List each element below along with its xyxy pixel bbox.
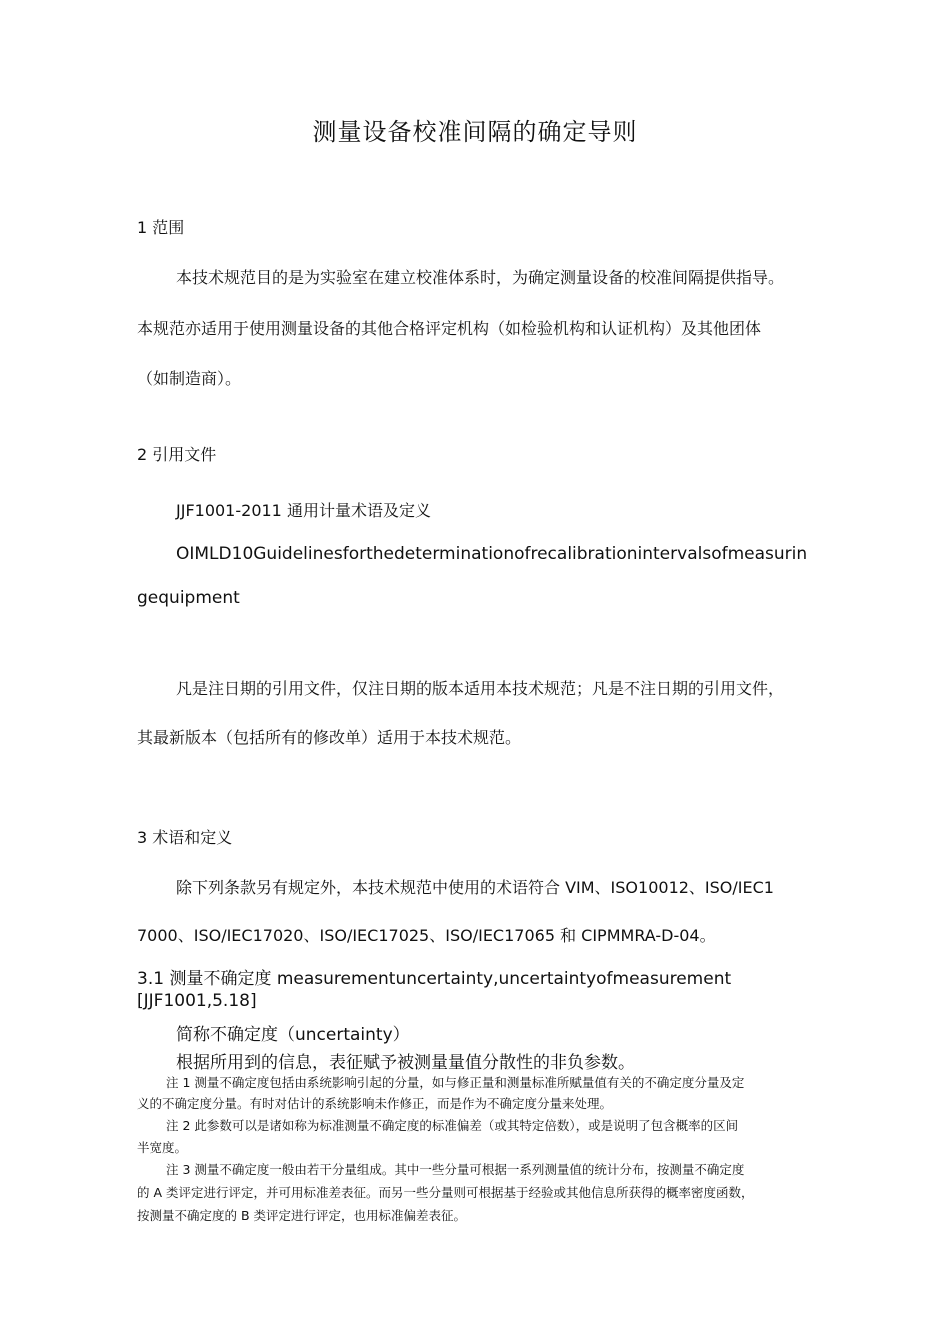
section-3-paragraph-line-2: 7000、ISO/IEC17020、ISO/IEC17025、ISO/IEC17065 和 CIPMMRA-D-04。 <box>137 926 716 945</box>
section-2-paragraph-line-1: 凡是注日期的引用文件，仅注日期的版本适用本技术规范；凡是不注日期的引用文件， <box>176 679 785 698</box>
page-title: 测量设备校准间隔的确定导则 <box>312 118 638 146</box>
note-1-line-1: 注 1 测量不确定度包括由系统影响引起的分量，如与修正量和测量标准所赋量值有关的不确定度分量及定 <box>166 1075 745 1090</box>
term-3-1-heading: 3.1 测量不确定度 measurementuncertainty,uncertaintyofmeasurement <box>137 969 732 989</box>
term-3-1-short-name: 简称不确定度（uncertainty） <box>176 1025 410 1045</box>
section-3-paragraph-line-1: 除下列条款另有规定外，本技术规范中使用的术语符合 VIM、ISO10012、ISO/IEC1 <box>176 878 774 897</box>
note-2-line-2: 半宽度。 <box>137 1140 188 1155</box>
section-3-heading: 3 术语和定义 <box>137 828 233 847</box>
reference-jjf1001: JJF1001-2011 通用计量术语及定义 <box>176 501 431 520</box>
term-3-1-reference: [JJF1001,5.18] <box>137 991 257 1011</box>
term-3-1-definition: 根据所用到的信息，表征赋予被测量量值分散性的非负参数。 <box>176 1053 635 1073</box>
note-3-line-2: 的 A 类评定进行评定，并可用标准差表征。而另一些分量则可根据基于经验或其他信息所获得的概率密度函数， <box>137 1185 754 1200</box>
reference-oiml-d10-line-1: OIMLD10Guidelinesforthedeterminationofrecalibrationintervalsofmeasurin <box>176 544 808 564</box>
section-1-paragraph-line-2: 本规范亦适用于使用测量设备的其他合格评定机构（如检验机构和认证机构）及其他团体 <box>137 319 762 338</box>
section-2-heading: 2 引用文件 <box>137 445 217 464</box>
section-1-heading: 1 范围 <box>137 218 185 237</box>
section-1-paragraph-line-1: 本技术规范目的是为实验室在建立校准体系时，为确定测量设备的校准间隔提供指导。 <box>176 268 785 287</box>
section-1-paragraph-line-3: （如制造商）。 <box>137 369 242 388</box>
note-1-line-2: 义的不确定度分量。有时对估计的系统影响未作修正，而是作为不确定度分量来处理。 <box>137 1096 613 1111</box>
note-3-line-3: 按测量不确定度的 B 类评定进行评定，也用标准偏差表征。 <box>137 1208 467 1223</box>
note-3-line-1: 注 3 测量不确定度一般由若干分量组成。其中一些分量可根据一系列测量值的统计分布，按测量不确定度 <box>166 1162 745 1177</box>
section-2-paragraph-line-2: 其最新版本（包括所有的修改单）适用于本技术规范。 <box>137 728 522 747</box>
reference-oiml-d10-line-2: gequipment <box>137 588 240 608</box>
note-2-line-1: 注 2 此参数可以是诸如称为标准测量不确定度的标准偏差（或其特定倍数），或是说明了包含概率的区间 <box>166 1118 739 1133</box>
